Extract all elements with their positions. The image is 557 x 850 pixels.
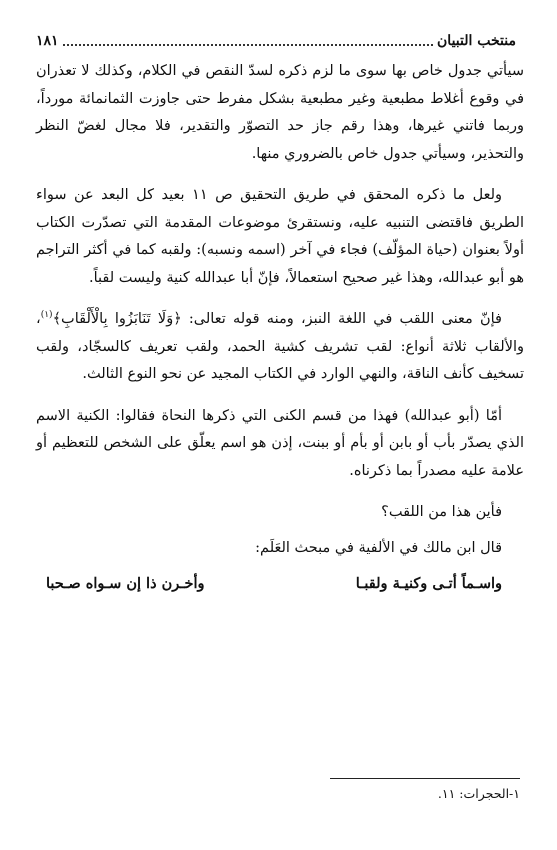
- verse-second-hemistich: وأخـرن ذا إن سـواه صـحبا: [46, 575, 205, 592]
- paragraph-3-rest: ، والألقاب ثلاثة أنواع: لقب تشريف كشية الحمد، ولقب تعريف كالسجّاد، ولقب تسخيف كأنف الناقة، والنهي الوارد في الكتاب المجيد عن نحو النوع الثالث.: [36, 311, 524, 382]
- verse-first-hemistich: واسـماً أتـى وكنيـة ولقبـا: [355, 575, 502, 592]
- paragraph-5: فأين هذا من اللقب؟: [381, 504, 502, 520]
- paragraph-1: سيأتي جدول خاص بها سوى ما لزم ذكره لسدّ النقص في الكلام، وكذلك لا تعذران في وقوع أغلاط مطبعية وغير مطبعية بشكل مفرط حتى جاوزت الثمانمائة مورداً، وربما فاتني غيرها، وهذا رقم جاز حد التصوّر والتقدير، فلا مجال لغضّ النظر والتحذير، وسيأتي جدول خاص بالضروري منها.: [36, 63, 524, 162]
- page-number: ١٨١: [36, 33, 59, 49]
- poetry-verse: [36, 570, 524, 598]
- paragraph-6: قال ابن مالك في الألفية في مبحث العَلَم:: [255, 539, 502, 556]
- paragraph-4: أمّا (أبو عبدالله) فهذا من قسم الكنى التي ذكرها النحاة فقالوا: الكنية الاسم الذي يصدّر بأب أو بابن أو بأم أو ببنت، إذن هو اسم يعلّق على الشخص للتعظيم أو علامة عليه مصدراً بما ذكرناه.: [36, 407, 524, 479]
- body-text: [36, 58, 524, 598]
- footnote-ref[interactable]: (١): [40, 310, 53, 321]
- running-header: [36, 30, 516, 52]
- paragraph-3-quote: فإنّ معنى اللقب في اللغة النبز، ومنه قوله تعالى: ﴿وَلَا تَنَابَزُوا بِالْأَلْقَابِ﴾: [52, 311, 502, 327]
- paragraph-3: [36, 306, 524, 389]
- header-dot-leader: [63, 36, 433, 46]
- footnote-separator: [330, 778, 520, 779]
- paragraph-2: ولعل ما ذكره المحقق في طريق التحقيق ص ١١ بعيد كل البعد عن سواء الطريق فاقتضى التنبيه عليه، ونستقرئ موضوعات المقدمة التي تصدّرت الكتاب أولاً بعنوان (حياة المؤلّف) فجاء في آخر (اسمه ونسبه): ولقبه كما في أكثر التراجم هو أبو عبدالله، وهذا غير صحيح استعمالاً، فإنّ أبا عبدالله كنية وليست لقباً.: [36, 187, 524, 286]
- header-title: منتخب التبيان: [437, 33, 516, 49]
- footnote: ١-الحجرات: ١١.: [437, 786, 520, 801]
